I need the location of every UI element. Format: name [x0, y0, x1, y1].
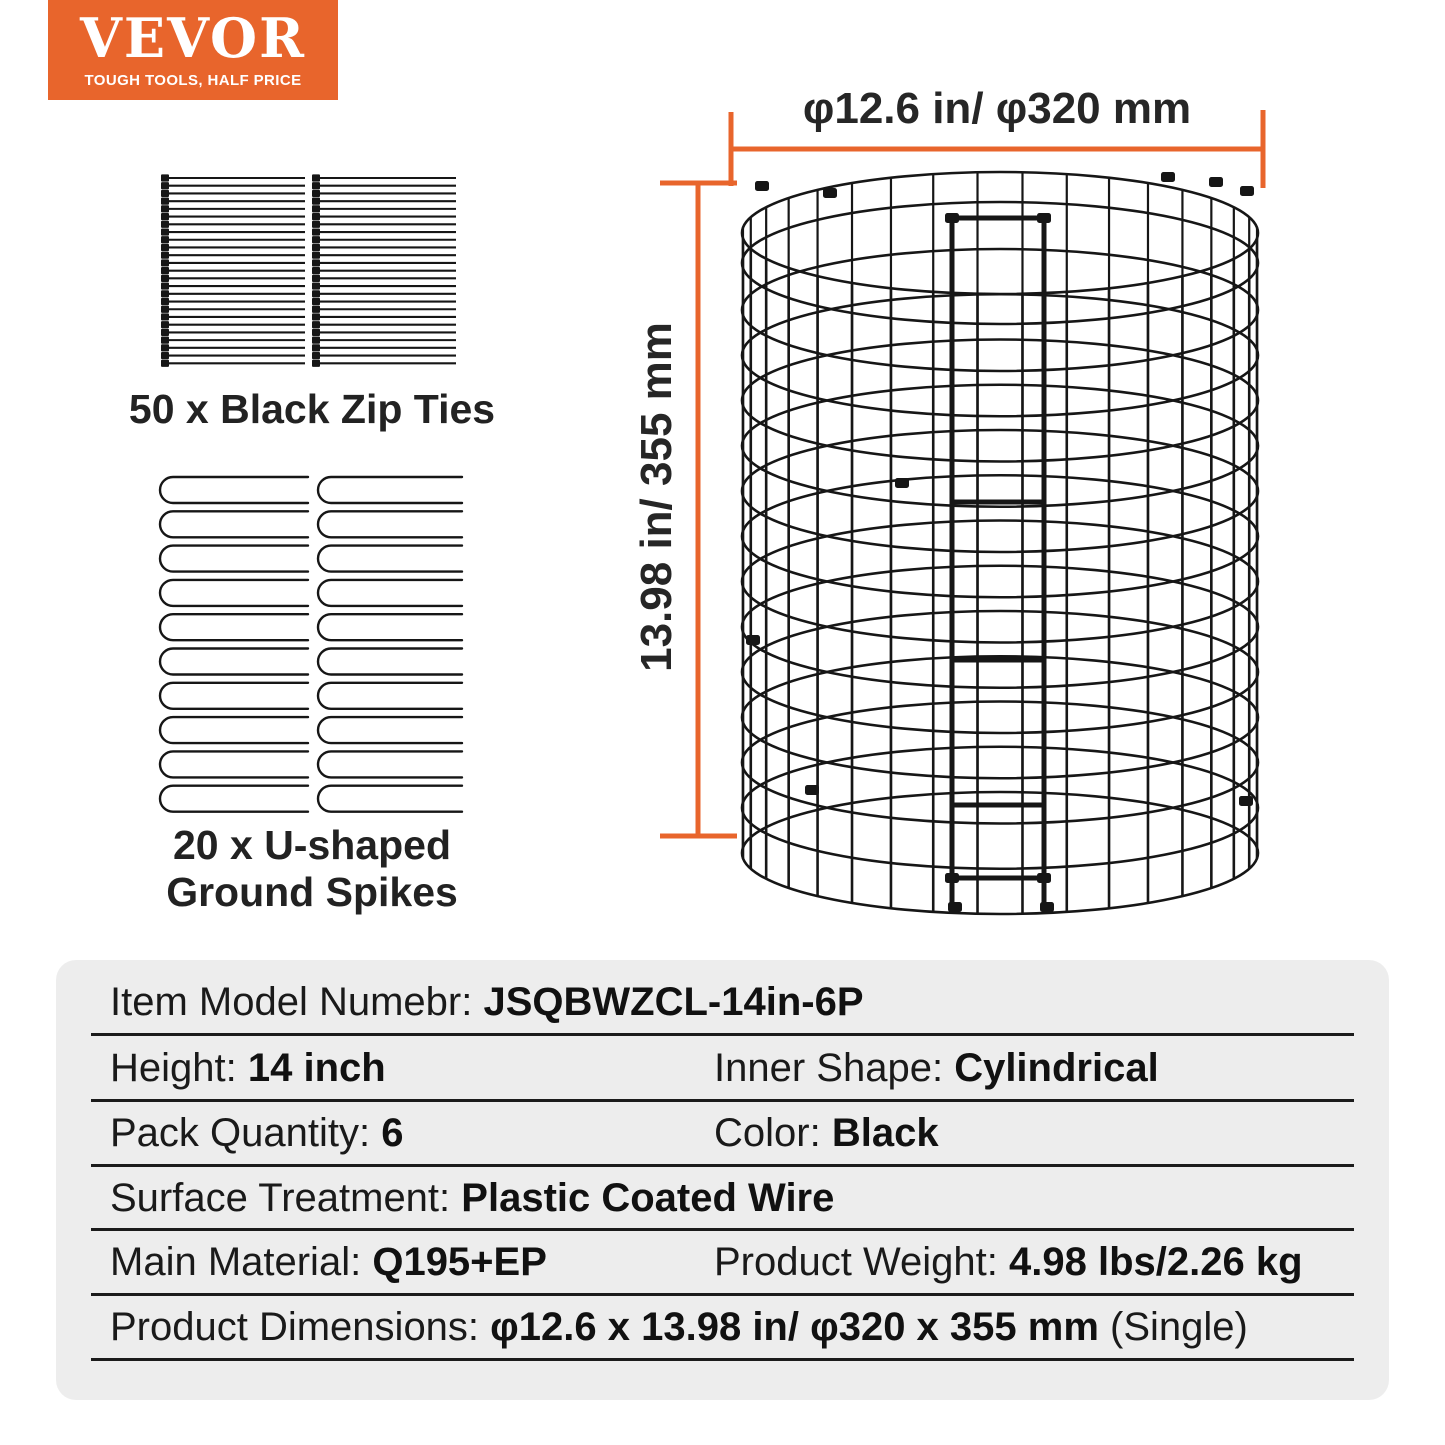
spec-value-suffix: (Single)	[1098, 1305, 1248, 1349]
spec-value: Black	[831, 1111, 939, 1155]
row-divider	[91, 1358, 1354, 1361]
row-divider	[91, 1099, 1354, 1102]
ground-spikes-label	[112, 822, 512, 916]
vevor-logo	[48, 0, 338, 100]
wire-cage-illustration	[742, 172, 1258, 914]
row-divider	[91, 1164, 1354, 1167]
spec-value: Plastic Coated Wire	[461, 1176, 835, 1220]
spec-value: JSQBWZCL-14in-6P	[483, 980, 864, 1024]
row-divider	[91, 1293, 1354, 1296]
spec-product-dimensions	[110, 1303, 1248, 1351]
brand-tagline: TOUGH TOOLS, HALF PRICE	[84, 72, 302, 89]
row-divider	[91, 1033, 1354, 1036]
spec-label: Pack Quantity:	[110, 1111, 371, 1155]
spec-height	[110, 1044, 386, 1092]
spec-label: Product Dimensions:	[110, 1305, 480, 1349]
spec-value: 4.98 lbs/2.26 kg	[1008, 1240, 1303, 1284]
spec-table	[56, 960, 1389, 1400]
zip-ties-label: 50 x Black Zip Ties	[128, 386, 496, 432]
spec-pack-quantity	[110, 1109, 404, 1157]
zip-ties-illustration	[161, 174, 456, 366]
spec-color	[714, 1109, 939, 1157]
spec-inner-shape	[714, 1044, 1159, 1092]
spec-main-material	[110, 1238, 547, 1286]
spec-value: Q195+EP	[372, 1240, 547, 1284]
spec-label: Height:	[110, 1046, 237, 1090]
row-divider	[91, 1228, 1354, 1231]
ground-spikes-label-line2: Ground Spikes	[166, 869, 458, 915]
spec-product-weight	[714, 1238, 1303, 1286]
height-dimension-label: 13.98 in/ 355 mm	[632, 322, 681, 672]
diameter-dimension-label: φ12.6 in/ φ320 mm	[802, 84, 1192, 133]
ground-spikes-label-line1: 20 x U-shaped	[173, 822, 451, 868]
spec-label: Surface Treatment:	[110, 1176, 451, 1220]
spec-value: φ12.6 x 13.98 in/ φ320 x 355 mm	[490, 1305, 1099, 1349]
spec-label: Inner Shape:	[714, 1046, 944, 1090]
brand-name: VEVOR	[80, 6, 306, 70]
spec-surface-treatment	[110, 1174, 834, 1222]
spec-label: Product Weight:	[714, 1240, 998, 1284]
spec-value: Cylindrical	[954, 1046, 1159, 1090]
spec-label: Main Material:	[110, 1240, 362, 1284]
spec-value: 6	[381, 1111, 404, 1155]
spec-value: 14 inch	[247, 1046, 386, 1090]
ground-spikes-illustration	[160, 477, 462, 812]
spec-label: Item Model Numebr:	[110, 980, 473, 1024]
spec-item-model	[110, 978, 864, 1026]
spec-label: Color:	[714, 1111, 821, 1155]
